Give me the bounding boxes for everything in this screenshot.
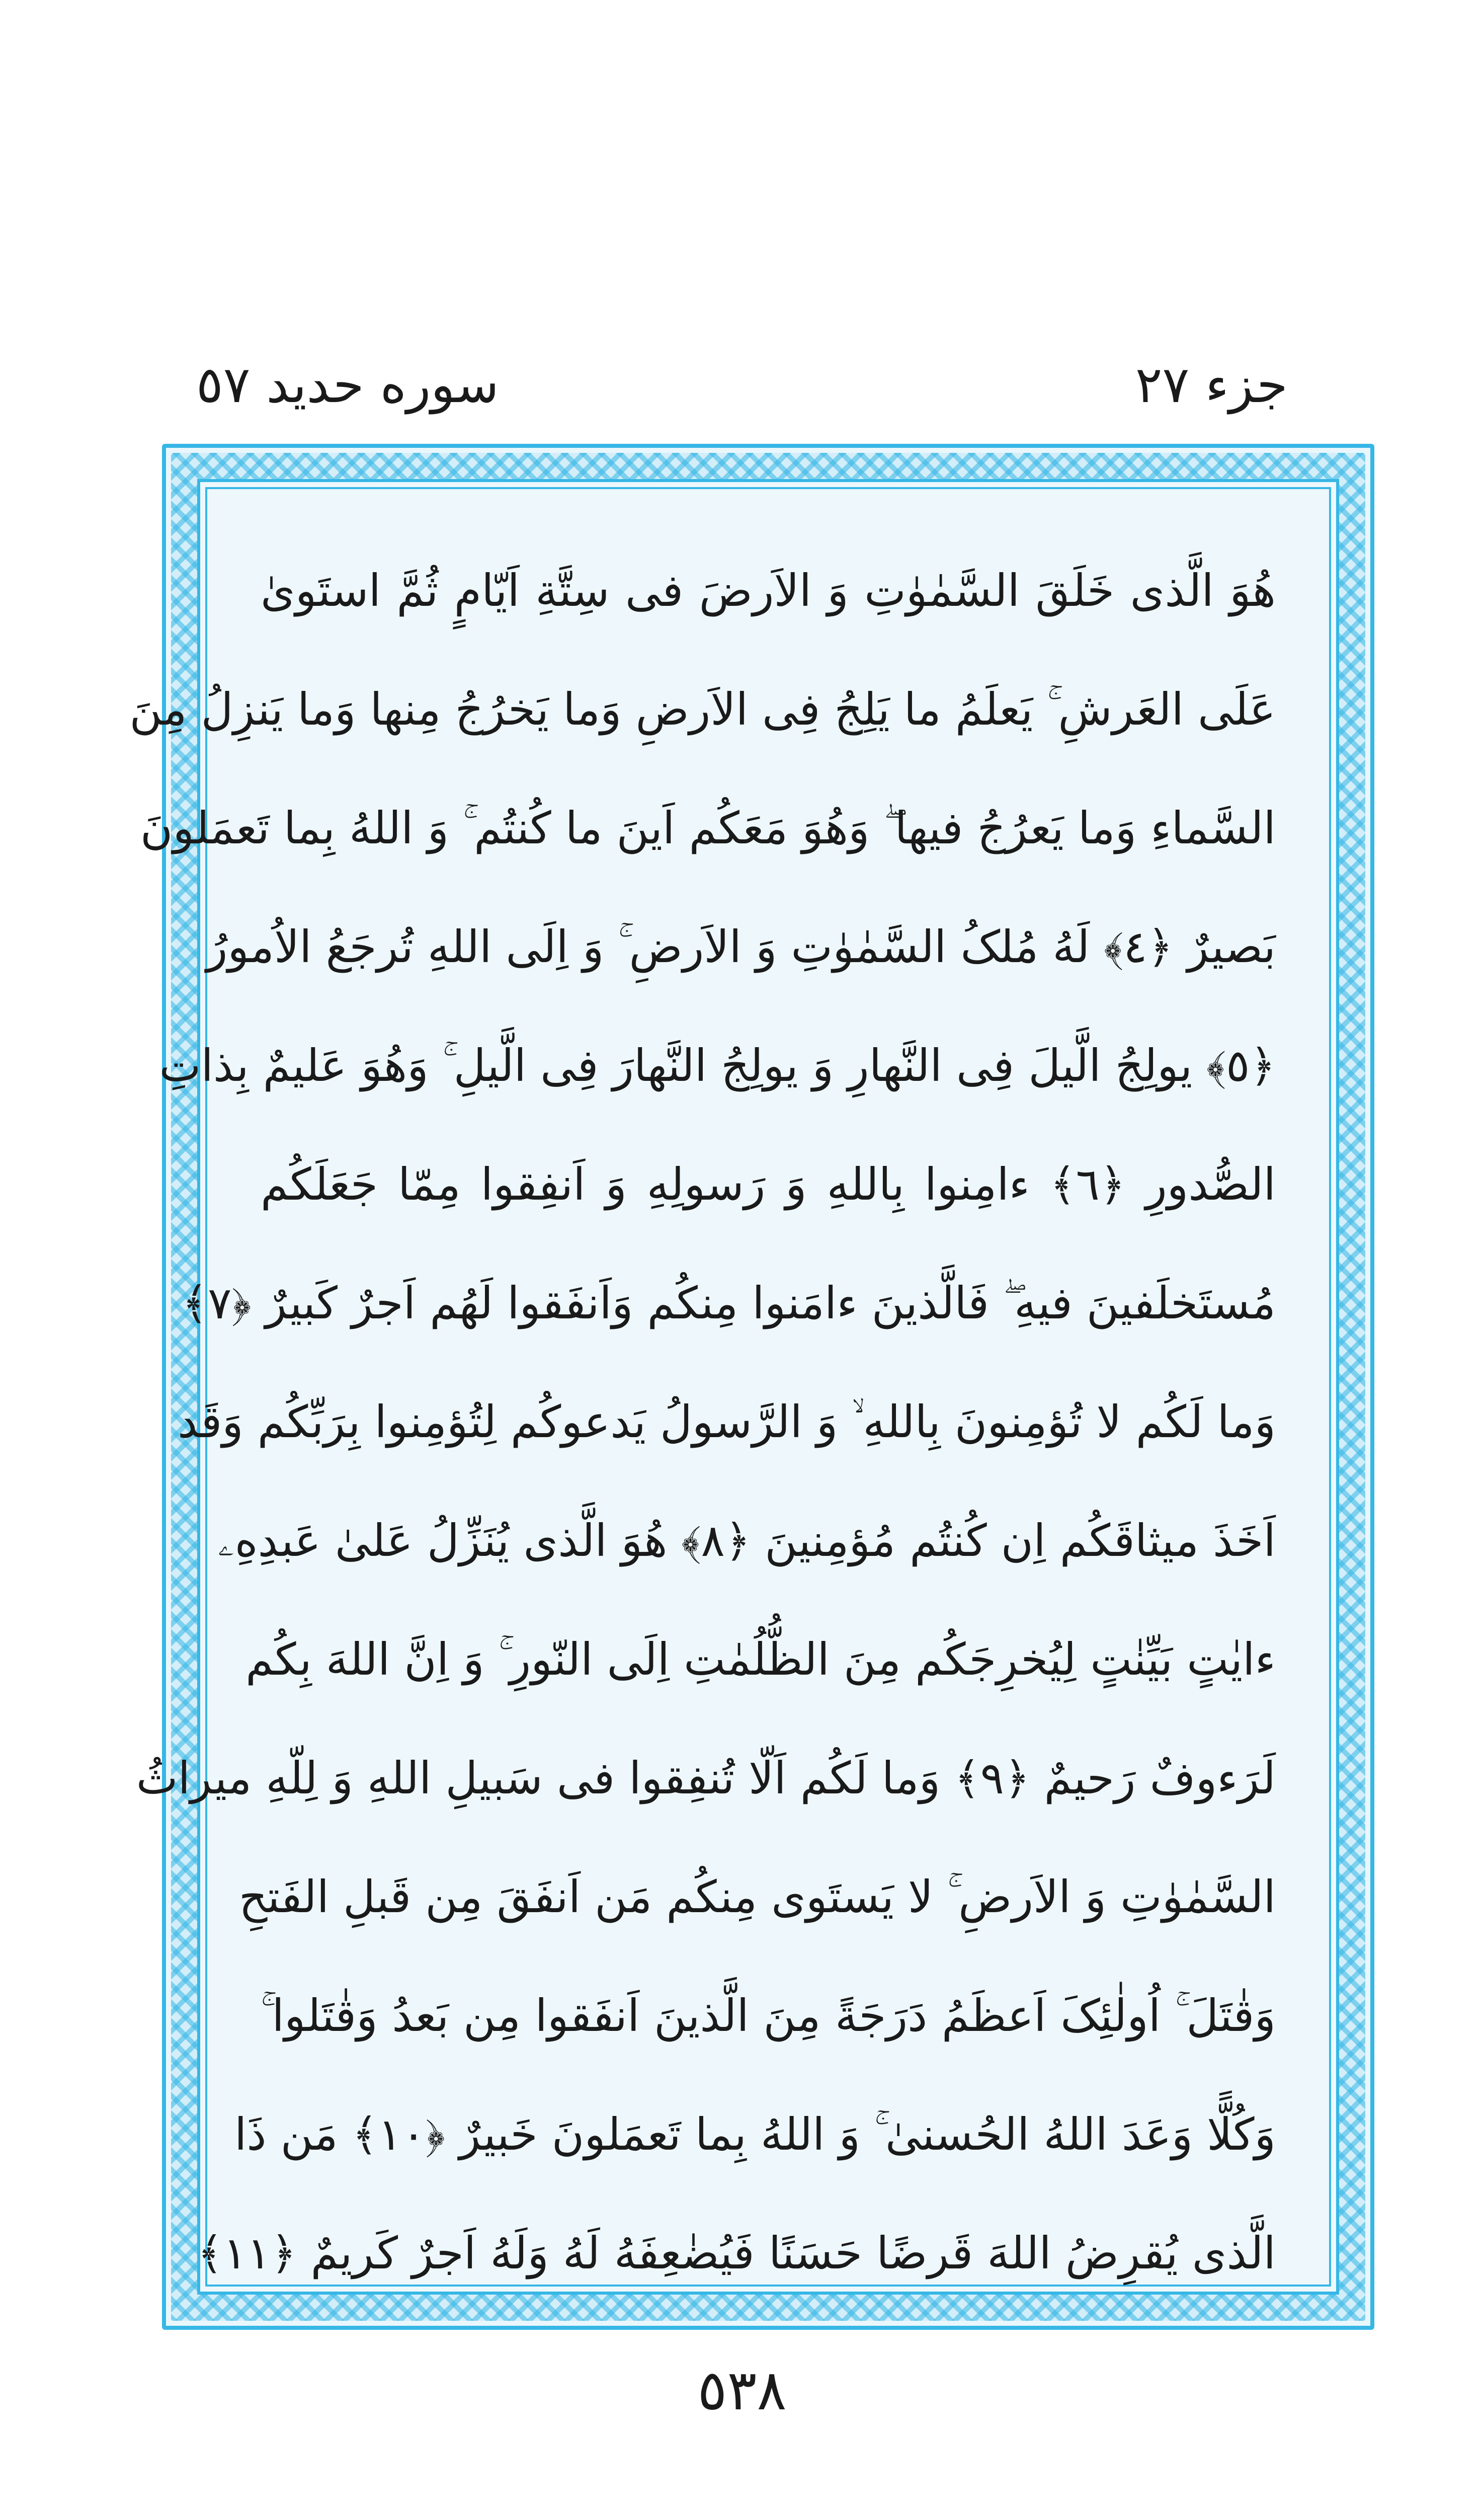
verse-line: لَرَءوفٌ رَحیمٌ ﴿٩﴾ وَما لَکُم اَلّا تُنفِقوا فی سَبیلِ اللهِ وَ لِلّهِ میراثُ — [136, 1752, 1276, 1804]
surah-label: سوره حدید ٥٧ — [196, 355, 499, 414]
verse-line: ﴿٥﴾ یولِجُ الَّیلَ فِی النَّهارِ وَ یولِجُ النَّهارَ فِی الَّیلِ ۚ وَهُوَ عَلیمٌ بِذاتِ — [159, 1040, 1276, 1091]
verse-line: وَما لَکُم لا تُؤمِنونَ بِاللهِ ۙ وَ الرَّسولُ یَدعوکُم لِتُؤمِنوا بِرَبِّکُم وَقَد — [178, 1396, 1276, 1448]
verse-line: الَّذی یُقرِضُ اللهَ قَرضًا حَسَنًا فَیُضٰعِفَهُ لَهُ وَلَهُ اَجرٌ کَریمٌ ﴿١١﴾ — [197, 2227, 1276, 2279]
juz-label: جزء ٢٧ — [1135, 355, 1288, 414]
verse-text — [129, 531, 1276, 2279]
decorative-frame — [129, 444, 1374, 2330]
verse-line: عَلَی العَرشِ ۚ یَعلَمُ ما یَلِجُ فِی الاَرضِ وَما یَخرُجُ مِنها وَما یَنزِلُ مِنَ — [129, 683, 1276, 735]
text-panel — [129, 479, 1339, 2295]
verse-line: وَکُلًّا وَعَدَ اللهُ الحُسنیٰ ۚ وَ اللهُ بِما تَعمَلونَ خَبیرٌ ﴿١٠﴾ مَن ذَا — [234, 2108, 1276, 2160]
verse-line: الصُّدورِ ﴿٦﴾ ءامِنوا بِاللهِ وَ رَسولِهِ وَ اَنفِقوا مِمّا جَعَلَکُم — [261, 1158, 1276, 1210]
verse-line: مُستَخلَفینَ فیهِ ۖ فَالَّذینَ ءامَنوا مِنکُم وَاَنفَقوا لَهُم اَجرٌ کَبیرٌ ﴿٧﴾ — [182, 1277, 1276, 1329]
page-number: ٥٣٨ — [697, 2358, 787, 2422]
verse-line: ءایٰتٍ بَیِّنٰتٍ لِیُخرِجَکُم مِنَ الظُّلُمٰتِ اِلَی النّورِ ۚ وَ اِنَّ اللهَ بِکُم — [245, 1633, 1276, 1685]
verse-line: السَّماءِ وَما یَعرُجُ فیها ۖ وَهُوَ مَعَکُم اَینَ ما کُنتُم ۚ وَ اللهُ بِما تَعمَلونَ — [140, 802, 1276, 854]
verse-line: هُوَ الَّذی خَلَقَ السَّمٰوٰتِ وَ الاَرضَ فی سِتَّةِ اَیّامٍ ثُمَّ استَویٰ — [261, 565, 1276, 616]
verse-line: السَّمٰوٰتِ وَ الاَرضِ ۚ لا یَستَوی مِنکُم مَن اَنفَقَ مِن قَبلِ الفَتحِ — [238, 1871, 1276, 1923]
verse-line: بَصیرٌ ﴿٤﴾ لَهُ مُلکُ السَّمٰوٰتِ وَ الاَرضِ ۚ وَ اِلَی اللهِ تُرجَعُ الاُمورُ — [206, 921, 1276, 973]
page-header — [196, 352, 1288, 418]
verse-line: وَقٰتَلَ ۚ اُولٰئِکَ اَعظَمُ دَرَجَةً مِنَ الَّذینَ اَنفَقوا مِن بَعدُ وَقٰتَلوا ۚ — [261, 1990, 1276, 2041]
verse-line: اَخَذَ میثاقَکُم اِن کُنتُم مُؤمِنینَ ﴿٨﴾ هُوَ الَّذی یُنَزِّلُ عَلیٰ عَبدِهِۦ — [218, 1515, 1276, 1566]
